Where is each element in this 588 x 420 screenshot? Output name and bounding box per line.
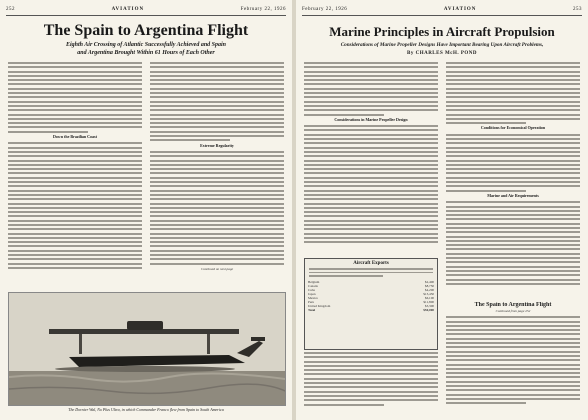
right-article-column-2 [446, 62, 580, 298]
right-magazine-name: AVIATION [443, 6, 477, 12]
right-page-number: 253 [572, 6, 582, 12]
flying-boat-photo [8, 292, 286, 406]
right-section-heading-3: Marine and Air Requirements [487, 192, 539, 198]
exports-box-title: Aircraft Exports [353, 261, 389, 266]
right-page-date: February 22, 1926 [302, 6, 348, 12]
left-subtitle-line1: Eighth Air Crossing of Atlantic Successfully Achieved and Spain [65, 42, 227, 48]
left-article-column-1 [8, 62, 142, 288]
country-cell: Belgium [308, 279, 320, 284]
value-cell: $2,400 [424, 279, 434, 284]
right-article-column-1 [304, 62, 438, 252]
flying-boat-illustration [9, 293, 285, 405]
country-cell: United Kingdom [308, 303, 331, 308]
country-cell: Total [308, 307, 316, 312]
left-continued-note: Continued on next page [200, 266, 234, 271]
continuation-note: Continued from page 252 [495, 309, 531, 313]
value-cell: $3,300 [424, 303, 434, 308]
right-author-byline: By CHARLES McH. POND [407, 51, 477, 56]
left-header-rule [6, 15, 286, 16]
left-page-header [6, 4, 286, 14]
value-cell: $13,450 [423, 291, 434, 296]
exports-table [305, 280, 437, 312]
right-page-header [302, 4, 582, 14]
country-cell: Canada [308, 283, 318, 288]
continuation-article [446, 302, 580, 414]
right-section-heading-2: Conditions for Economical Operation [480, 125, 546, 131]
right-article-title: Marine Principles in Aircraft Propulsion [329, 24, 555, 39]
right-page [296, 0, 588, 420]
value-cell: $4,200 [424, 287, 434, 292]
left-section-heading: Down the Brazilian Coast [53, 134, 97, 140]
left-article-title: The Spain to Argentina Flight [43, 22, 249, 39]
aircraft-exports-box [304, 258, 438, 350]
left-magazine-name: AVIATION [111, 6, 145, 12]
left-page-number: 252 [6, 6, 15, 12]
country-cell: Peru [308, 299, 315, 304]
continuation-title: The Spain to Argentina Flight [474, 302, 552, 308]
exports-intro [305, 266, 437, 277]
table-row [305, 308, 437, 312]
value-cell: $8,750 [424, 283, 434, 288]
right-subtitle-line1: Considerations of Marine Propeller Designs Have Important Bearing Upon Aircraft Problems, [340, 42, 544, 48]
value-cell: $50,000 [423, 307, 434, 312]
country-cell: Cuba [308, 287, 315, 292]
right-header-rule [302, 15, 582, 16]
left-article-column-2 [150, 62, 284, 288]
country-cell: Mexico [308, 295, 319, 300]
right-article-column-1-tail [304, 352, 438, 414]
left-page-date: February 22, 1926 [240, 6, 286, 12]
left-subtitle-line2: and Argentina Brought Within 61 Hours of Each Other [77, 50, 215, 56]
left-section-heading-2: Extreme Regularity [200, 142, 234, 148]
value-cell: $11,800 [423, 299, 434, 304]
country-cell: Japan [308, 291, 316, 296]
right-section-heading-1: Considerations in Marine Propeller Design [334, 116, 408, 122]
photo-caption: The Dornier Wal, No Plus Ultra, in which Commander Franco flew from Spain to South America [68, 407, 224, 412]
left-page [0, 0, 292, 420]
value-cell: $6,100 [424, 295, 434, 300]
